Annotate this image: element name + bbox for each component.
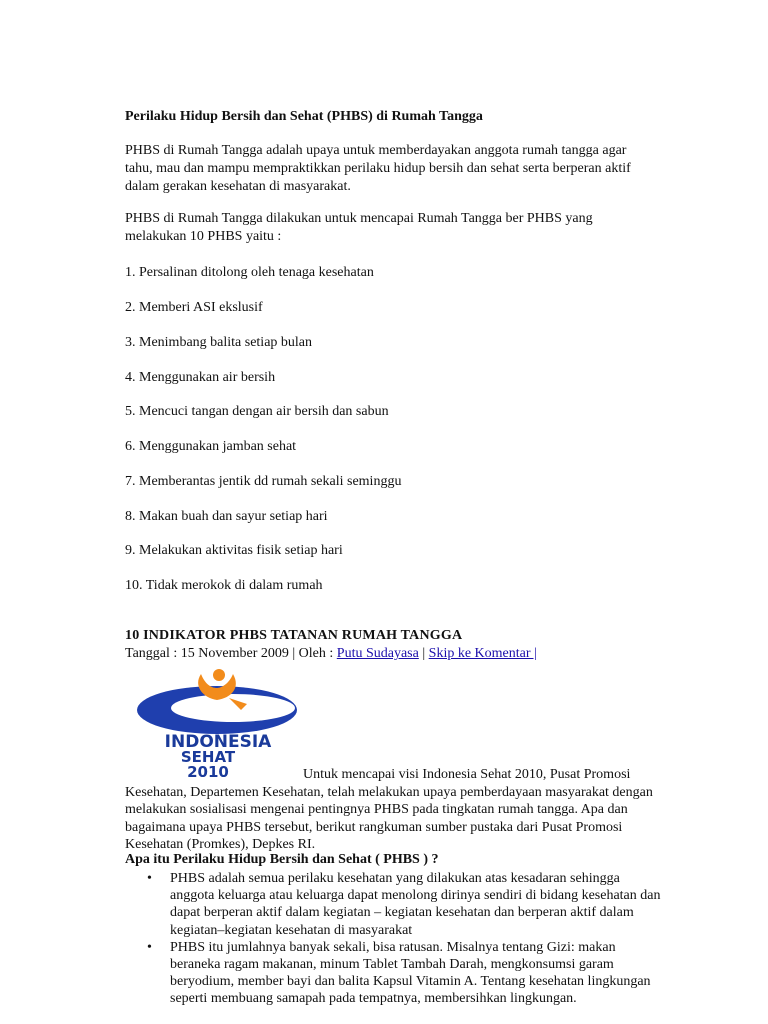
list-item: 1. Persalinan ditolong oleh tenaga kesehatan (125, 265, 374, 280)
bullet-text: PHBS itu jumlahnya banyak sekali, bisa ratusan. Misalnya tentang Gizi: makan beraneka ragam makanan, minum Tablet Tambah Darah, mengkonsumsi garam beryodium, member bayi dan balita Kapsul Vitamin A. Tentang kesehatan lingkungan seperti membuang samapah pada tempatnya, membersihkan lingkungan. (170, 939, 651, 1007)
author-link[interactable]: Putu Sudayasa (336, 646, 419, 661)
list-item: 7. Memberantas jentik dd rumah sekali seminggu (125, 474, 402, 489)
bullet-dot-icon: • (147, 871, 152, 886)
logo-text-year: 2010 (187, 763, 229, 780)
intro-rest: Kesehatan, Departemen Kesehatan, telah melakukan upaya pemberdayaan masyarakat dengan melakukan sosialisasi mengenai pentingnya PHBS pada tingkatan rumah tangga. Apa dan bagaimana upaya PHBS tersebut, berikut rangkuman sumber pustaka dari Pusat Promosi Kesehatan (Promkes), Depkes RI. (125, 784, 653, 852)
bullet-item (143, 870, 663, 939)
intro-paragraph: PHBS di Rumah Tangga adalah upaya untuk memberdayakan anggota rumah tangga agar tahu, mau dan mampu mempraktikkan perilaku hidup bersih dan sehat serta berperan aktif dalam gerakan kesehatan di masyarakat. (125, 143, 631, 194)
bullet-text: PHBS adalah semua perilaku kesehatan yang dilakukan atas kesadaran sehingga anggota keluarga atau keluarga dapat menolong dirinya sendiri di bidang kesehatan dan dapat berperan aktif dalam kegiatan – kegiatan kesehatan dan berperan aktif dalam kegiatan–kegiatan kesehatan di masyarakat (170, 871, 661, 938)
article-meta (125, 646, 537, 662)
document-title: Perilaku Hidup Bersih dan Sehat (PHBS) di Rumah Tangga (125, 109, 483, 124)
meta-separator: | (418, 646, 429, 661)
goal-paragraph: PHBS di Rumah Tangga dilakukan untuk mencapai Rumah Tangga ber PHBS yang melakukan 10 PHBS yaitu : (125, 211, 593, 244)
list-item: 5. Mencuci tangan dengan air bersih dan sabun (125, 404, 389, 419)
logo-swoosh-gap (171, 694, 295, 722)
logo-text-sehat: SEHAT (180, 748, 236, 766)
list-item: 8. Makan buah dan sayur setiap hari (125, 509, 328, 524)
list-item: 3. Menimbang balita setiap bulan (125, 335, 313, 350)
definition-bullets (143, 870, 663, 1008)
logo-figure-head (213, 669, 225, 681)
skip-to-comments-link[interactable]: Skip ke Komentar | (428, 646, 537, 661)
meta-date: Tanggal : 15 November 2009 | Oleh : (125, 646, 337, 661)
intro-first-line: Untuk mencapai visi Indonesia Sehat 2010, Pusat Promosi (303, 767, 631, 782)
bullet-item (143, 939, 663, 1008)
list-item: 2. Memberi ASI ekslusif (125, 300, 263, 315)
logo-text-indonesia: INDONESIA (164, 732, 272, 752)
list-item: 10. Tidak merokok di dalam rumah (125, 578, 323, 593)
list-item: 4. Menggunakan air bersih (125, 370, 276, 385)
list-item: 9. Melakukan aktivitas fisik setiap hari (125, 543, 343, 558)
question-heading: Apa itu Perilaku Hidup Bersih dan Sehat ( PHBS ) ? (125, 852, 439, 867)
list-item: 6. Menggunakan jamban sehat (125, 439, 297, 454)
article-intro (125, 766, 665, 854)
bullet-dot-icon: • (147, 939, 152, 955)
article-heading: 10 INDIKATOR PHBS TATANAN RUMAH TANGGA (125, 628, 463, 643)
indonesia-sehat-logo (133, 664, 303, 780)
